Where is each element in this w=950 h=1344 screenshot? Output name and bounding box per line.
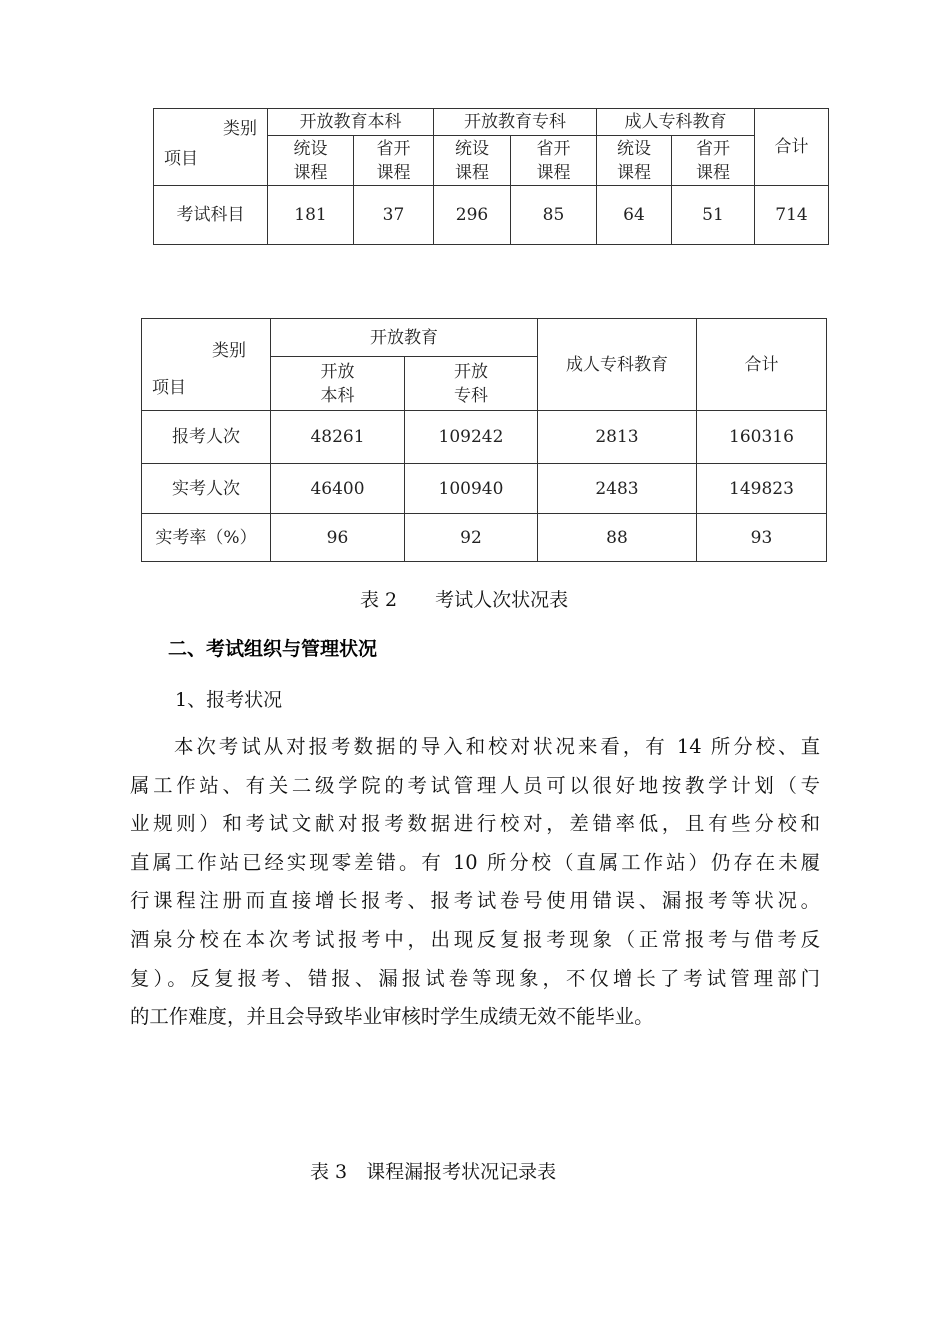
- body-paragraph: [130, 728, 820, 1037]
- table2-cell: 93: [697, 514, 827, 562]
- table2-cell: 46400: [271, 464, 405, 514]
- table1-corner-cell: [154, 109, 268, 186]
- table1-sub-header: 省开 课程: [511, 136, 597, 186]
- paragraph-line: 属工作站、有关二级学院的考试管理人员可以很好地按教学计划（专: [130, 773, 820, 797]
- table1-cell: 714: [755, 186, 829, 245]
- table2-row-label: 实考率（%）: [142, 514, 271, 562]
- table1-corner-top: 类别: [223, 119, 257, 139]
- table2-corner-top: 类别: [212, 341, 246, 361]
- table2-cell: 100940: [405, 464, 538, 514]
- table1-sub-header: 省开 课程: [354, 136, 434, 186]
- table1-sub-header: 省开 课程: [672, 136, 755, 186]
- paragraph-line: 本次考试从对报考数据的导入和校对状况来看，有 14 所分校、直: [174, 735, 820, 758]
- table1-cell: 37: [354, 186, 434, 245]
- paragraph-line: 酒泉分校在本次考试报考中，出现反复报考现象（正常报考与借考反: [130, 927, 820, 951]
- table2-cell: 149823: [697, 464, 827, 514]
- table1-cell: 85: [511, 186, 597, 245]
- paragraph-line: 行课程注册而直接增长报考、报考试卷号使用错误、漏报考等状况。: [130, 889, 820, 913]
- table1-total-header: 合计: [755, 109, 829, 186]
- table2-row-label: 实考人次: [142, 464, 271, 514]
- table1-corner-bottom: 项目: [164, 149, 198, 169]
- table1-row-label: 考试科目: [154, 186, 268, 245]
- paragraph-line: 直属工作站已经实现零差错。有 10 所分校（直属工作站）仍存在未履: [130, 850, 820, 874]
- table1-sub-header: 统设 课程: [434, 136, 511, 186]
- table2-cell: 160316: [697, 411, 827, 464]
- table2-corner-bottom: 项目: [152, 378, 186, 398]
- table2-corner-cell: [142, 319, 271, 411]
- table1-sub-header: 统设 课程: [597, 136, 672, 186]
- paragraph-line: 业规则）和考试文献对报考数据进行校对，差错率低，且有些分校和: [130, 812, 820, 836]
- table1-cell: 296: [434, 186, 511, 245]
- table2-sub-header: 开放 专科: [405, 357, 538, 411]
- table1-cell: 181: [268, 186, 354, 245]
- table1-cell: 51: [672, 186, 755, 245]
- table2-sub-header: 开放 本科: [271, 357, 405, 411]
- table2-cell: 48261: [271, 411, 405, 464]
- table3-caption: 表 3 课程漏报考状况记录表: [310, 1161, 557, 1183]
- table2-adult-header: 成人专科教育: [538, 319, 697, 411]
- section-heading: 二、考试组织与管理状况: [168, 638, 378, 660]
- table2-group-header: 开放教育: [271, 319, 538, 357]
- table2-cell: 109242: [405, 411, 538, 464]
- subsection-heading: 1、报考状况: [175, 689, 283, 711]
- exam-attendance-table: [141, 318, 827, 562]
- paragraph-line: 的工作难度，并且会导致毕业审核时学生成绩无效不能毕业。: [130, 1005, 654, 1029]
- table2-caption: 表 2 考试人次状况表: [360, 589, 569, 611]
- paragraph-line: 复）。反复报考、错报、漏报试卷等现象，不仅增长了考试管理部门: [130, 966, 820, 990]
- table2-total-header: 合计: [697, 319, 827, 411]
- table1-cell: 64: [597, 186, 672, 245]
- table2-cell: 2813: [538, 411, 697, 464]
- table2-cell: 92: [405, 514, 538, 562]
- table1-sub-header: 统设 课程: [268, 136, 354, 186]
- table1-group-header: 开放教育本科: [268, 109, 434, 136]
- table2-cell: 2483: [538, 464, 697, 514]
- table1-group-header: 开放教育专科: [434, 109, 597, 136]
- table1-group-header: 成人专科教育: [597, 109, 755, 136]
- table2-cell: 96: [271, 514, 405, 562]
- exam-subjects-table: [153, 108, 829, 245]
- table2-row-label: 报考人次: [142, 411, 271, 464]
- table2-cell: 88: [538, 514, 697, 562]
